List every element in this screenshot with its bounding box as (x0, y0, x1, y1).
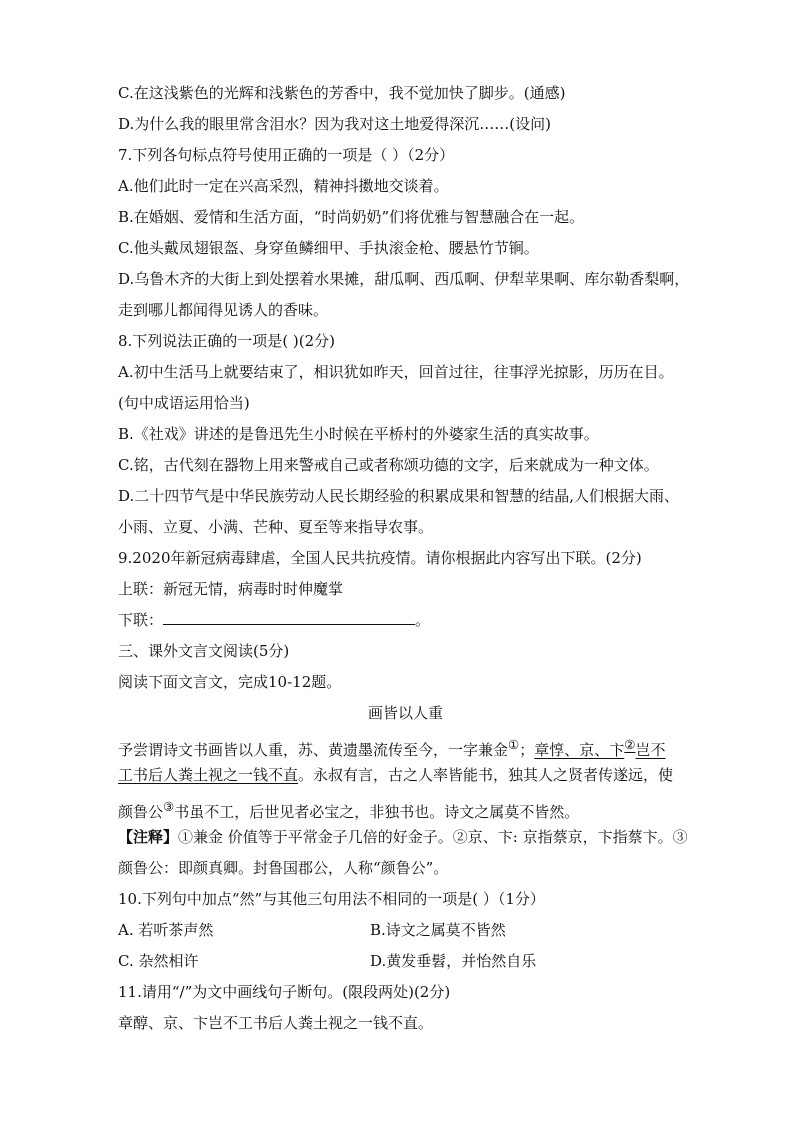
q7-option-d-line1: D.乌鲁木齐的大街上到处摆着水果摊，甜瓜啊、西瓜啊、伊犁苹果啊、库尔勒香梨啊， (118, 270, 690, 288)
footnote-marker-2: ② (624, 737, 636, 752)
passage-text: ； (519, 741, 535, 759)
q9-upper-couplet: 上联：新冠无情，病毒时时伸魔掌 (118, 580, 344, 598)
footnote-marker-3: ③ (163, 799, 175, 814)
notes-line2: 颜鲁公：即颜真卿。封鲁国郡公，人称“颜鲁公”。 (118, 859, 449, 877)
q7-option-b: B.在婚姻、爱情和生活方面，“时尚奶奶”们将优雅与智慧融合在一起。 (118, 208, 585, 226)
section3-heading: 三、课外文言文阅读(5分) (118, 642, 290, 660)
underlined-sentence-part3: 工书后人粪土视之一钱不直 (118, 766, 299, 784)
q7-option-a: A.他们此时一定在兴高采烈，精神抖擞地交谈着。 (118, 177, 449, 195)
notes-label: 【注释】 (118, 828, 179, 846)
q9-lower-label: 下联： (118, 611, 164, 629)
q7-option-d-line2: 走到哪儿都闻得见诱人的香味。 (118, 301, 329, 319)
underlined-sentence-part1: 章惇、京、卞 (534, 741, 625, 759)
q10-options-row2 (118, 946, 693, 977)
q6-option-d: D.为什么我的眼里常含泪水？因为我对这土地爱得深沉……(设问) (118, 115, 551, 133)
q8-option-d-line2: 小雨、立夏、小满、芒种、夏至等来指导农事。 (118, 518, 434, 536)
passage-line3 (118, 791, 693, 822)
q10-options-row1 (118, 915, 693, 946)
passage-line1 (118, 729, 693, 760)
q10-stem: 10.下列句中加点“然”与其他三句用法不相同的一项是( ）（1分） (118, 890, 545, 908)
q7-option-c: C.他头戴凤翅银盔、身穿鱼鳞细甲、手执滚金枪、腰悬竹节锏。 (118, 239, 539, 257)
q10-option-b: B.诗文之属莫不皆然 (370, 921, 506, 939)
q8-option-a-line2: (句中成语运用恰当) (118, 394, 250, 412)
q9-lower-couplet (118, 605, 693, 636)
q10-option-a: A. 若听茶声然 (118, 921, 214, 939)
passage-title: 画皆以人重 (367, 704, 443, 722)
notes-line1 (118, 822, 693, 853)
q9-lower-end: 。 (415, 611, 431, 629)
passage-text: 。永叔有言，古之人率皆能书，独其人之贤者传遂远，使 (298, 766, 674, 784)
exam-page (118, 78, 693, 1039)
q8-option-c: C.铭，古代刻在器物上用来警戒自己或者称颂功德的文字，后来就成为一种文体。 (118, 456, 659, 474)
q11-stem: 11.请用“/”为文中画线句子断句。(限段两处)(2分) (118, 983, 451, 1001)
q8-option-d-line1: D.二十四节气是中华民族劳动人民长期经验的积累成果和智慧的结晶,人们根据大雨、 (118, 487, 680, 505)
notes-text: ①兼金 价值等于平常金子几倍的好金子。②京、卞: 京指蔡京，卞指蔡卞。③ (178, 828, 688, 846)
q9-answer-blank[interactable] (163, 606, 415, 625)
q8-option-b: B.《社戏》讲述的是鲁迅先生小时候在平桥村的外婆家生活的真实故事。 (118, 425, 599, 443)
passage-text: 颜鲁公 (118, 803, 164, 821)
q10-option-d: D.黄发垂髫，并怡然自乐 (370, 952, 537, 970)
passage-text: 书虽不工，后世见者必宝之，非独书也。诗文之属莫不皆然。 (174, 803, 580, 821)
q9-stem: 9.2020年新冠病毒肆虐，全国人民共抗疫情。请你根据此内容写出下联。(2分) (118, 549, 642, 567)
passage-text: 予尝谓诗文书画皆以人重，苏、黄遗墨流传至今，一字兼金 (118, 741, 509, 759)
underlined-sentence-part2: 岂不 (635, 741, 666, 759)
footnote-marker-1: ① (508, 737, 520, 752)
q6-option-c: C.在这浅紫色的光辉和浅紫色的芳香中，我不觉加快了脚步。(通感) (118, 84, 566, 102)
section3-instruction: 阅读下面文言文，完成10-12题。 (118, 673, 342, 691)
q8-stem: 8.下列说法正确的一项是( )(2分) (118, 332, 336, 350)
q10-option-c: C. 杂然相许 (118, 952, 199, 970)
q7-stem: 7.下列各句标点符号使用正确的一项是（ ）（2分） (118, 146, 455, 164)
q11-text: 章醇、京、卞岂不工书后人粪土视之一钱不直。 (118, 1014, 434, 1032)
q8-option-a-line1: A.初中生活马上就要结束了，相识犹如昨天，回首过往，往事浮光掠影，历历在目。 (118, 363, 674, 381)
passage-line2 (118, 760, 693, 791)
